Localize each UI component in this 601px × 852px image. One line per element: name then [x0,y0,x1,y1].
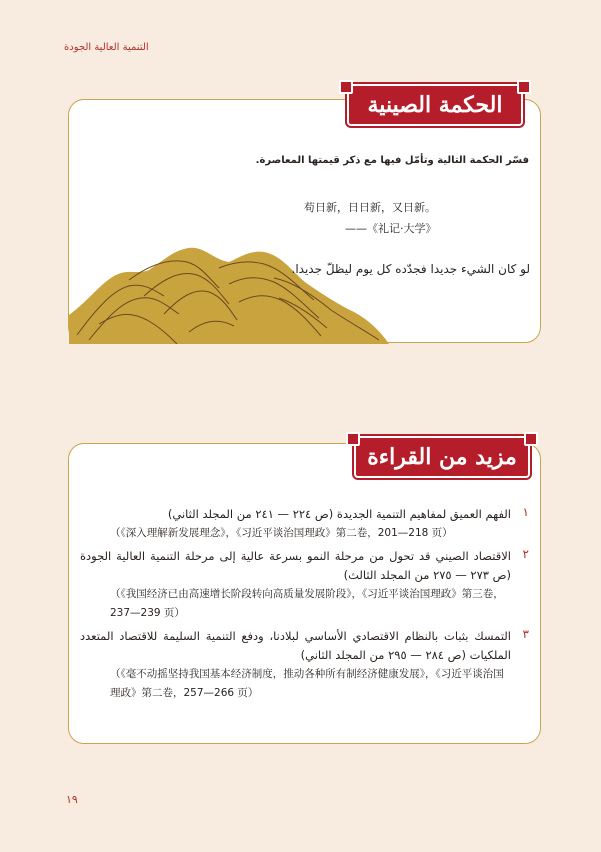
proverb-source: ——《礼记·大学》 [345,222,437,235]
proverb-arabic: لو كان الشيء جديدا فجدّده كل يوم ليظلّ جديدا. [291,262,530,276]
page-number: ١٩ [66,793,78,806]
item-arabic: الاقتصاد الصيني قد تحول من مرحلة النمو بسرعة عالية إلى مرحلة التنمية العالية الجودة (ص ٢٧٣ — ٢٧٥ من المجلد الثالث) [80,549,511,582]
banner-corner [517,80,531,94]
reading-list [80,505,529,707]
list-item [80,627,529,703]
list-item [80,547,529,623]
item-number: ١ [522,505,529,519]
running-head: التنمية العالية الجودة [64,42,149,53]
section-title: الحكمة الصينية [367,92,503,118]
banner-corner [339,80,353,94]
item-chinese: （《毫不动摇坚持我国基本经济制度，推动各种所有制经济健康发展》，《习近平谈治国理政》第二卷，257—266 页） [110,668,504,699]
item-number: ٣ [522,627,529,641]
item-arabic: الفهم العميق لمفاهيم التنمية الجديدة (ص ٢٢٤ — ٢٤١ من المجلد الثاني) [167,507,511,521]
section-title-banner [347,84,523,126]
section-title: مزيد من القراءة [367,444,517,470]
item-number: ٢ [522,547,529,561]
banner-corner [346,432,360,446]
wisdom-card [68,99,541,343]
item-arabic: التمسك بثبات بالنظام الاقتصادي الأساسي لبلادنا، ودفع التنمية السليمة للاقتصاد المتعدد الملكيات (ص ٢٨٤ — ٢٩٥ من المجلد الثاني) [80,629,511,662]
item-chinese: （《我国经济已由高速增长阶段转向高质量发展阶段》，《习近平谈治国理政》第三卷，237—239 页） [110,588,504,619]
list-item [80,505,529,543]
proverb-chinese: 苟日新，日日新，又日新。 [304,201,436,214]
item-chinese: （《深入理解新发展理念》，《习近平谈治国理政》第二卷，201—218 页） [110,527,453,539]
section-title-banner [354,436,530,478]
banner-corner [524,432,538,446]
instruction-text: فسّر الحكمة التالية وتأمّل فيها مع ذكر قيمتها المعاصرة. [255,155,529,166]
